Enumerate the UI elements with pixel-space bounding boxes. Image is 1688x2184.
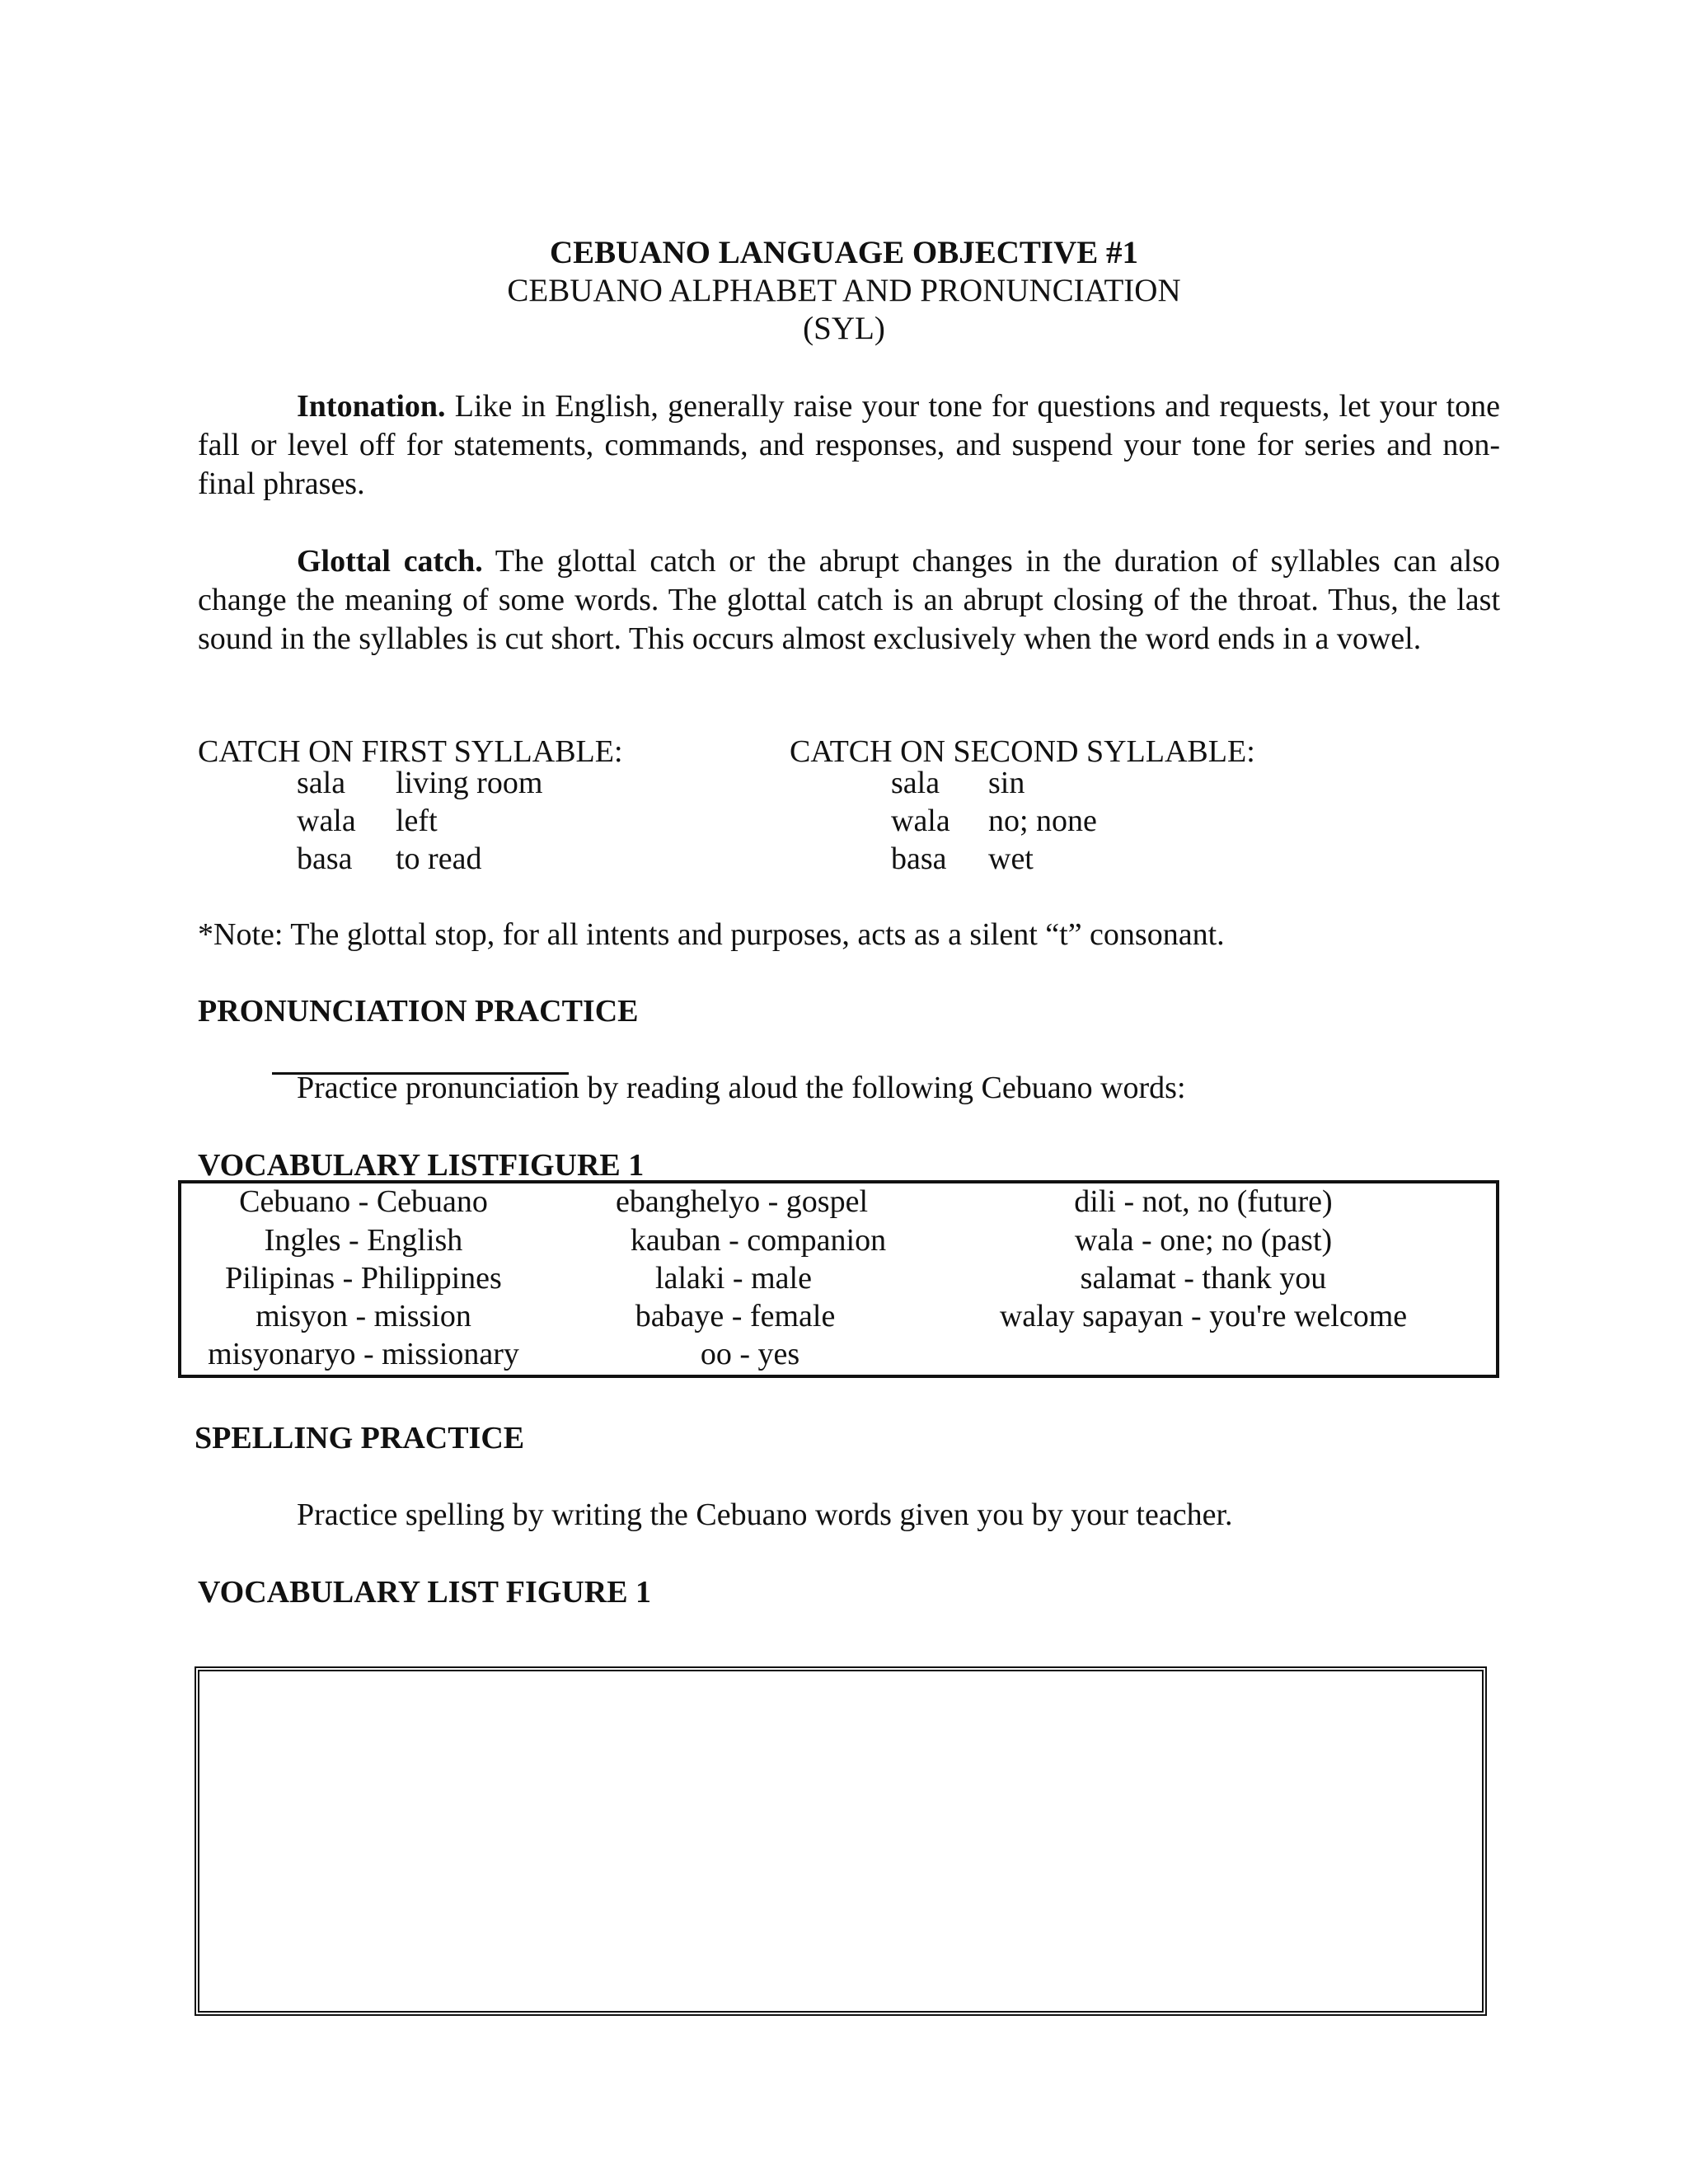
vocab-entry: lalaki - male — [655, 1261, 812, 1296]
second-meaning: wet — [988, 841, 1034, 876]
second-word: basa — [891, 841, 947, 876]
catch-second-heading: CATCH ON SECOND SYLLABLE: — [790, 734, 1255, 769]
vocab2-heading: VOCABULARY LIST FIGURE 1 — [198, 1575, 652, 1610]
glottal-note: *Note: The glottal stop, for all intents and purposes, acts as a silent “t” consonant. — [198, 917, 1225, 952]
pronunciation-instructions: Practice pronunciation by reading aloud the following Cebuano words: — [297, 1071, 1186, 1105]
glottal-paragraph — [198, 542, 1500, 658]
second-word: sala — [891, 766, 940, 800]
catch-first-heading: CATCH ON FIRST SYLLABLE: — [198, 734, 623, 769]
spelling-instructions: Practice spelling by writing the Cebuano words given you by your teacher. — [297, 1497, 1233, 1532]
second-word: wala — [891, 804, 950, 838]
page-code: (SYL) — [803, 311, 885, 346]
intonation-text: Like in English, generally raise your tone for questions and requests, let your tone fall or level off for statements, commands, and responses, and suspend your tone for series and non-final phrases. — [198, 389, 1500, 501]
first-word: basa — [297, 841, 353, 876]
pronunciation-heading: PRONUNCIATION PRACTICE — [198, 994, 639, 1029]
vocab-entry: Pilipinas - Philippines — [225, 1261, 502, 1296]
page-subtitle: CEBUANO ALPHABET AND PRONUNCIATION — [507, 273, 1181, 308]
vocab-entry: walay sapayan - you're welcome — [999, 1299, 1408, 1333]
glottal-label: Glottal catch. — [297, 544, 483, 579]
glottal-text: The glottal catch or the abrupt changes in the duration of syllables can also change the meaning of some words. The glottal catch is an abrupt closing of the throat. Thus, the last sound in the syllables is cut short. This occurs almost exclusively when the word ends in a vowel. — [198, 544, 1500, 656]
first-meaning: left — [396, 804, 438, 838]
first-word: sala — [297, 766, 346, 800]
first-meaning: living room — [396, 766, 543, 800]
writing-box[interactable] — [195, 1666, 1487, 2016]
vocab-entry: misyon - mission — [256, 1299, 471, 1333]
vocab-entry: oo - yes — [700, 1337, 800, 1371]
spelling-heading: SPELLING PRACTICE — [195, 1421, 525, 1455]
vocab-heading: VOCABULARY LISTFIGURE 1 — [198, 1148, 645, 1183]
vocab-entry: wala - one; no (past) — [1074, 1223, 1333, 1258]
intonation-paragraph — [198, 387, 1500, 504]
vocab-entry: salamat - thank you — [1080, 1261, 1327, 1296]
vocab-entry: babaye - female — [635, 1299, 836, 1333]
first-word: wala — [297, 804, 356, 838]
vocab-entry: Cebuano - Cebuano — [239, 1184, 488, 1219]
second-meaning: no; none — [988, 804, 1097, 838]
page-title: CEBUANO LANGUAGE OBJECTIVE #1 — [549, 235, 1139, 270]
second-meaning: sin — [988, 766, 1025, 800]
vocab-entry: misyonaryo - missionary — [208, 1337, 519, 1371]
vocab-entry: kauban - companion — [630, 1223, 887, 1258]
vocab-entry: ebanghelyo - gospel — [615, 1184, 869, 1219]
intonation-label: Intonation. — [297, 389, 446, 424]
vocab-entry: dili - not, no (future) — [1074, 1184, 1333, 1219]
first-meaning: to read — [396, 841, 482, 876]
vocab-entry: Ingles - English — [264, 1223, 463, 1258]
